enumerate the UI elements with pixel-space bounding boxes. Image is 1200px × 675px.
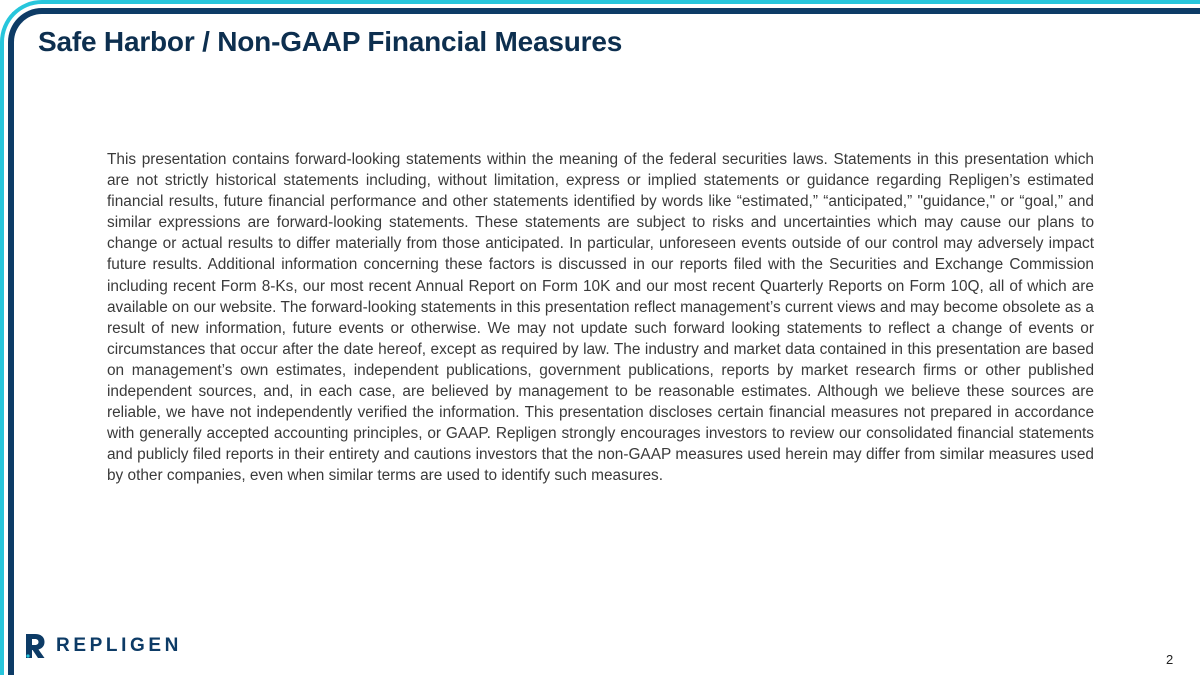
slide-title: Safe Harbor / Non-GAAP Financial Measures	[38, 26, 623, 57]
repligen-r-logo-icon	[24, 632, 46, 660]
company-logo	[24, 632, 182, 660]
page-number: 2	[1166, 652, 1174, 667]
safe-harbor-statement: This presentation contains forward-looking statements within the meaning of the federal securities laws. Statements in this presentation which are not strictly historical statements including, without limitation, express or implied statements or guidance regarding Repligen’s estimated financial results, future financial performance and other statements identified by words like “estimated,” “anticipated,” "guidance," or “goal,” and similar expressions are forward-looking statements. These statements are subject to risks and uncertainties which may cause our plans to change or actual results to differ materially from those anticipated. In particular, unforeseen events outside of our control may adversely impact future results. Additional information concerning these factors is discussed in our reports filed with the Securities and Exchange Commission including recent Form 8-Ks, our most recent Annual Report on Form 10K and our most recent Quarterly Reports on Form 10Q, all of which are available on our website. The forward-looking statements in this presentation reflect management’s current views and may become obsolete as a result of new information, future events or otherwise. We may not update such forward looking statements to reflect a change of events or circumstances that occur after the date hereof, except as required by law. The industry and market data contained in this presentation are based on management’s own estimates, independent publications, government publications, reports by market research firms or other published independent sources, and, in each case, are believed by management to be reasonable estimates. Although we believe these sources are reliable, we have not independently verified the information. This presentation discloses certain financial measures not prepared in accordance with generally accepted accounting principles, or GAAP. Repligen strongly encourages investors to review our consolidated financial statements and publicly filed reports in their entirety and cautions investors that the non-GAAP measures used herein may differ from similar measures used by other companies, even when similar terms are used to identify such measures.	[107, 151, 1094, 485]
logo-wordmark: REPLIGEN	[56, 635, 182, 656]
